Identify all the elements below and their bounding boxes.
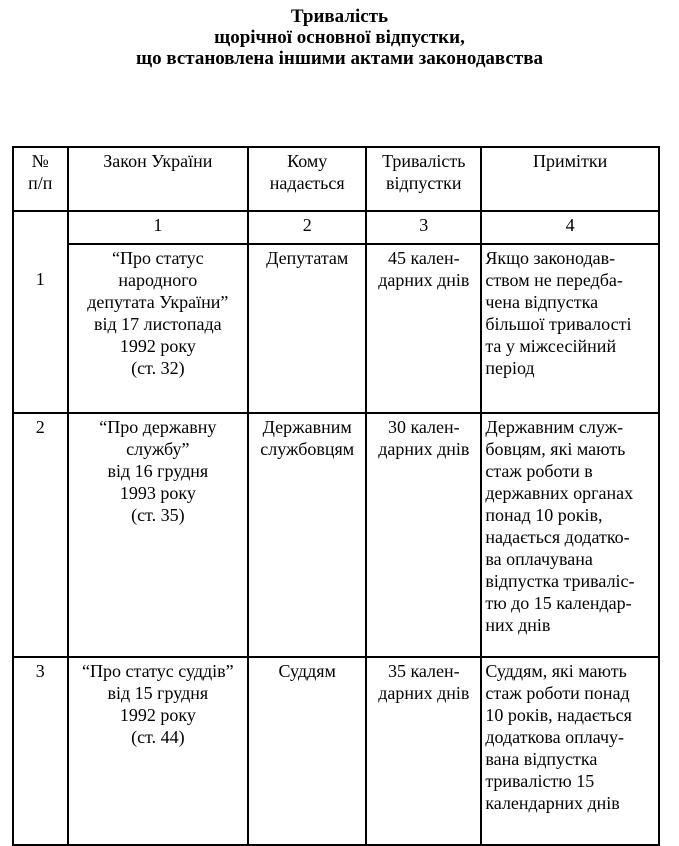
notes-line: календарних днів [485, 793, 620, 813]
title-line-2: щорічної основної відпустки, [214, 27, 465, 48]
column-number-empty [13, 211, 68, 244]
row-number-value: 3 [35, 661, 45, 681]
notes-line: Державним служ- [485, 417, 624, 437]
header-duration [366, 147, 481, 211]
notes-line: державних органах [485, 483, 634, 503]
law-line: депутата України” [87, 292, 229, 312]
notes-line: ством не передба- [485, 270, 623, 290]
notes-line: більшої тривалості [485, 314, 632, 334]
law-line: службу” [126, 439, 190, 459]
row-number [13, 657, 68, 845]
header-who-line: Кому [287, 151, 328, 171]
notes-line: чена відпустка [485, 292, 599, 312]
header-duration-line: відпустки [386, 173, 462, 193]
column-number: 3 [366, 211, 481, 244]
law-cell [68, 657, 249, 845]
column-number: 4 [481, 211, 659, 244]
notes-cell [481, 413, 659, 657]
header-notes-line: Примітки [533, 151, 608, 171]
notes-line: період [485, 358, 535, 378]
notes-cell [481, 657, 659, 845]
row-number-value: 2 [35, 417, 45, 437]
header-number-line: п/п [28, 173, 53, 193]
header-number-line: № [31, 151, 49, 171]
duration-line: 45 кален- [387, 248, 460, 268]
title-line-3: що встановлена іншими актами законодавства [136, 48, 543, 69]
who-cell [248, 244, 366, 413]
notes-line: тривалістю 15 [485, 771, 595, 791]
law-line: “Про державну [99, 417, 217, 437]
who-line: Депутатам [266, 248, 349, 268]
law-line: 1993 року [119, 483, 196, 503]
notes-line: надається додатко- [485, 527, 630, 547]
duration-cell [366, 244, 481, 413]
who-cell [248, 413, 366, 657]
header-duration-line: Тривалість [382, 151, 466, 171]
notes-line: вана відпустка [485, 749, 598, 769]
notes-line: тю до 15 календар- [485, 593, 632, 613]
duration-cell [366, 413, 481, 657]
law-line: (ст. 32) [131, 358, 185, 378]
notes-line: та у міжсесійний [485, 336, 617, 356]
duration-line: 35 кален- [387, 661, 460, 681]
notes-line: Якщо законодав- [485, 248, 616, 268]
header-number [13, 147, 68, 211]
duration-line: дарних днів [378, 439, 470, 459]
law-line: 1992 року [119, 336, 196, 356]
duration-cell [366, 657, 481, 845]
notes-line: ва оплачувана [485, 549, 593, 569]
law-line: “Про статус суддів” [82, 661, 234, 681]
notes-line: понад 10 років, [485, 505, 603, 525]
column-number: 1 [68, 211, 249, 244]
law-line: (ст. 44) [131, 727, 185, 747]
column-number: 2 [248, 211, 366, 244]
who-line: службовцям [260, 439, 355, 459]
notes-line: відпустка триваліс- [485, 571, 635, 591]
duration-line: дарних днів [378, 683, 470, 703]
notes-line: стаж роботи в [485, 461, 593, 481]
header-notes [481, 147, 659, 211]
header-who-line: надається [269, 173, 345, 193]
law-line: від 16 грудня [107, 461, 209, 481]
who-line: Суддям [278, 661, 336, 681]
column-number-row [13, 211, 659, 244]
row-number [13, 244, 68, 413]
law-cell [68, 413, 249, 657]
law-line: 1992 року [119, 705, 196, 725]
law-line: від 15 грудня [107, 683, 209, 703]
header-law-line: Закон України [103, 151, 213, 171]
notes-line: бовцям, які мають [485, 439, 626, 459]
row-number-value: 1 [35, 269, 45, 289]
notes-line: додаткова оплачу- [485, 727, 625, 747]
table-row [13, 657, 659, 845]
header-law [68, 147, 249, 211]
duration-line: 30 кален- [387, 417, 460, 437]
header-who [248, 147, 366, 211]
table-header-row [13, 147, 659, 211]
table-row [13, 413, 659, 657]
law-line: народного [118, 270, 198, 290]
who-cell [248, 657, 366, 845]
table-row [13, 244, 659, 413]
leave-duration-table [12, 146, 660, 846]
law-line: “Про статус [111, 248, 204, 268]
notes-line: 10 років, надається [485, 705, 632, 725]
document-title [0, 6, 679, 69]
notes-line: них днів [485, 615, 551, 635]
notes-line: Суддям, які мають [485, 661, 627, 681]
row-number [13, 413, 68, 657]
notes-cell [481, 244, 659, 413]
law-line: від 17 листопада [94, 314, 222, 334]
law-cell [68, 244, 249, 413]
notes-line: стаж роботи понад [485, 683, 630, 703]
law-line: (ст. 35) [131, 505, 185, 525]
duration-line: дарних днів [378, 270, 470, 290]
title-line-1: Тривалість [290, 6, 389, 27]
who-line: Державним [262, 417, 352, 437]
